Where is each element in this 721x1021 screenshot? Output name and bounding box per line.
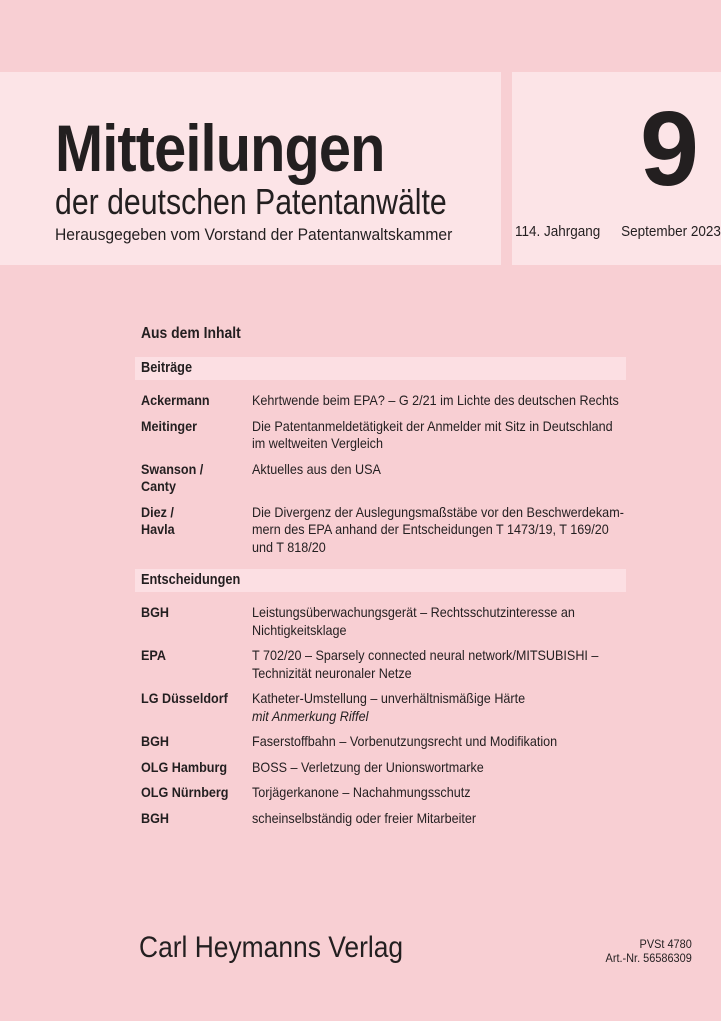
toc-row	[141, 733, 721, 751]
issue-month-label: September 2023	[620, 223, 721, 240]
toc-row	[141, 647, 721, 682]
toc-row	[141, 504, 721, 557]
row-author	[141, 418, 252, 453]
author-line: Havla	[141, 521, 175, 537]
title-line: mern des EPA anhand der Entscheidungen T 1473/19, T 169/20	[252, 521, 609, 537]
journal-subtitle: der deutschen Patentanwälte	[55, 181, 447, 222]
toc-row	[141, 759, 721, 777]
publisher-name: Carl Heymanns Verlag	[139, 931, 404, 964]
volume-label: 114. Jahrgang	[515, 223, 601, 240]
row-court	[141, 810, 252, 828]
section-bar-entscheidungen	[135, 569, 626, 592]
title-line: Nichtigkeitsklage	[252, 621, 347, 638]
title-line: Kehrtwende beim EPA? – G 2/21 im Lichte des deutschen Rechts	[252, 392, 619, 408]
title-line: BOSS – Verletzung der Unionswortmarke	[252, 758, 484, 775]
toc-row	[141, 690, 721, 725]
court-line: EPA	[141, 647, 166, 663]
author-line: Meitinger	[141, 417, 198, 434]
row-title	[252, 392, 721, 410]
beitraege-rows	[141, 392, 721, 556]
annotation-line: mit Anmerkung Riffel	[252, 707, 369, 724]
title-line: scheinselbständig oder freier Mitarbeiter	[252, 809, 477, 826]
row-author	[141, 461, 252, 496]
title-line: Aktuelles aus den USA	[252, 460, 381, 477]
issue-panel	[512, 72, 721, 265]
postal-distribution-number: PVSt 4780	[639, 939, 692, 951]
toc-row	[141, 810, 721, 828]
article-number: Art.-Nr. 56586309	[605, 953, 692, 965]
toc-row	[141, 461, 721, 496]
row-court	[141, 759, 252, 777]
section-title: Entscheidungen	[141, 572, 241, 588]
toc-row	[141, 392, 721, 410]
row-court	[141, 604, 252, 639]
title-line: und T 818/20	[252, 538, 326, 555]
section-title: Beiträge	[141, 360, 193, 376]
toc-row	[141, 418, 721, 453]
row-title	[252, 647, 721, 682]
title-line: Die Divergenz der Auslegungsmaßstäbe vor den Beschwerdekam-	[252, 503, 624, 520]
row-title	[252, 504, 721, 557]
author-line: Diez /	[141, 503, 174, 520]
table-of-contents	[0, 265, 721, 827]
title-line: Die Patentanmeldetätigkeit der Anmelder mit Sitz in Deutschland	[252, 417, 613, 434]
section-bar-beitraege	[135, 357, 626, 380]
issue-meta	[515, 223, 721, 240]
title-line: Faserstoffbahn – Vorbenutzungsrecht und Modifikation	[252, 733, 558, 749]
court-line: LG Düsseldorf	[141, 690, 228, 706]
issue-number: 9	[640, 90, 699, 208]
row-title	[252, 604, 721, 639]
title-line: Leistungsüberwachungsgerät – Rechtsschutzinteresse an	[252, 604, 575, 620]
row-title	[252, 784, 721, 802]
row-title	[252, 733, 721, 751]
row-title	[252, 759, 721, 777]
row-title	[252, 418, 721, 453]
toc-heading: Aus dem Inhalt	[141, 325, 241, 342]
title-line: im weltweiten Vergleich	[252, 435, 383, 451]
author-line: Canty	[141, 478, 177, 494]
row-title	[252, 461, 721, 496]
row-author	[141, 392, 252, 410]
title-line: T 702/20 – Sparsely connected neural network/MITSUBISHI –	[252, 647, 599, 663]
court-line: OLG Nürnberg	[141, 784, 229, 800]
court-line: BGH	[141, 604, 170, 620]
court-line: OLG Hamburg	[141, 758, 228, 775]
author-line: Ackermann	[141, 392, 210, 408]
row-court	[141, 733, 252, 751]
row-title	[252, 810, 721, 828]
entscheidungen-rows	[141, 604, 721, 827]
toc-row	[141, 784, 721, 802]
row-author	[141, 504, 252, 557]
row-court	[141, 784, 252, 802]
court-line: BGH	[141, 733, 170, 749]
title-line: Katheter-Umstellung – unverhältnismäßige Härte	[252, 690, 526, 706]
court-line: BGH	[141, 809, 170, 826]
row-court	[141, 647, 252, 682]
title-line: Torjägerkanone – Nachahmungsschutz	[252, 784, 471, 800]
title-line: Technizität neuronaler Netze	[252, 664, 412, 681]
row-court	[141, 690, 252, 725]
footer-codes	[606, 938, 692, 966]
journal-title: Mitteilungen	[55, 111, 385, 185]
masthead-title-panel	[0, 72, 501, 265]
masthead-publisher-line: Herausgegeben vom Vorstand der Patentanwaltskammer	[55, 225, 453, 244]
toc-row	[141, 604, 721, 639]
row-title	[252, 690, 721, 725]
author-line: Swanson /	[141, 460, 204, 477]
